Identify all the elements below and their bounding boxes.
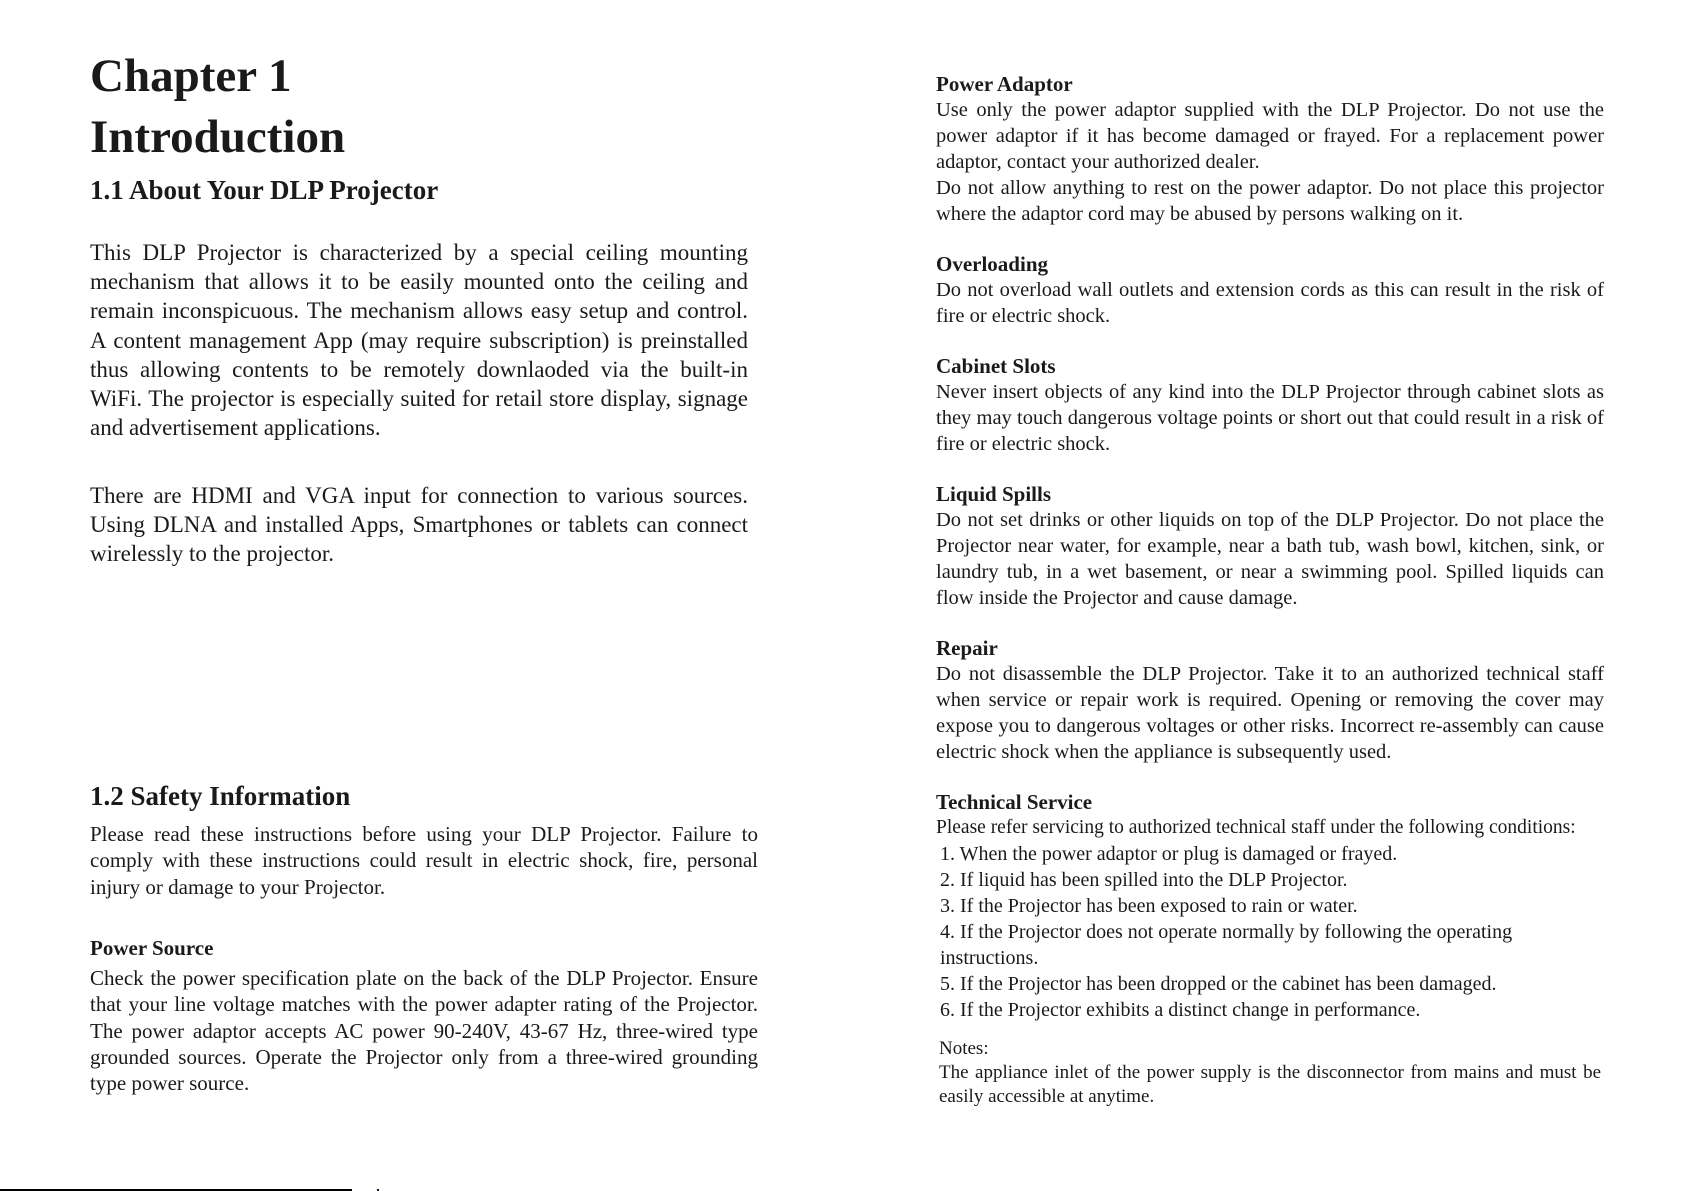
safety-intro: Please read these instructions before using your DLP Projector. Failure to comply with these instructions could result in electric shock, fire, personal injury or damage to your Projector. [90, 822, 758, 899]
power-source-text: Check the power specification plate on the back of the DLP Projector. Ensure that your line voltage matches with the power adapter rating of the Projector. The power adaptor accepts AC power 90-240V, 43-67 Hz, three-wired type grounded sources. Operate the Projector only from a three-wired grounding type power source. [90, 966, 758, 1096]
intro-paragraph-1: This DLP Projector is characterized by a special ceiling mounting mechanism that allows it to be easily mounted onto the ceiling and remain inconspicuous. The mechanism allows easy setup and control. A content management App (may require subscription) is preinstalled thus allowing contents to be remotely downlaoded via the built-in WiFi. The projector is especially suited for retail store display, signage and advertisement applications. [90, 240, 748, 441]
intro-paragraph-2: There are HDMI and VGA input for connection to various sources. Using DLNA and installed Apps, Smartphones or tablets can connect wirelessly to the projector. [90, 483, 748, 567]
chapter-title: Introduction [90, 111, 346, 163]
overloading-heading: Overloading [936, 252, 1049, 276]
liquid-spills-text: Do not set drinks or other liquids on top of the DLP Projector. Do not place the Projector near water, for example, near a bath tub, wash bowl, kitchen, sink, or laundry tub, in a wet basement, or near a swimming pool. Spilled liquids can flow inside the Projector and cause damage. [936, 509, 1604, 609]
section-1-2-heading: 1.2 Safety Information [90, 781, 351, 811]
list-item: 1. When the power adaptor or plug is damaged or frayed. [940, 843, 1398, 865]
list-item: 2. If liquid has been spilled into the DLP Projector. [940, 869, 1348, 891]
overloading-text: Do not overload wall outlets and extension cords as this can result in the risk of fire or electric shock. [936, 279, 1604, 327]
power-source-heading: Power Source [90, 936, 214, 960]
technical-service-text: Please refer servicing to authorized technical staff under the following conditions: [936, 817, 1576, 838]
technical-service-heading: Technical Service [936, 790, 1093, 814]
section-1-1-heading: 1.1 About Your DLP Projector [90, 175, 439, 205]
left-column [90, 46, 760, 167]
power-adaptor-heading: Power Adaptor [936, 72, 1073, 96]
list-item: 6. If the Projector exhibits a distinct change in performance. [940, 999, 1421, 1021]
technical-service-list [936, 841, 1604, 1023]
list-item: 4. If the Projector does not operate normally by following the operating instructions. [940, 921, 1513, 969]
list-item: 3. If the Projector has been exposed to rain or water. [940, 895, 1358, 917]
repair-text: Do not disassemble the DLP Projector. Take it to an authorized technical staff when service or repair work is required. Opening or removing the cover may expose you to dangerous voltages or other risks. Incorrect re-assembly can cause electric shock when the appliance is subsequently used. [936, 663, 1604, 763]
power-adaptor-text-2: Do not allow anything to rest on the power adaptor. Do not place this projector where the adaptor cord may be abused by persons walking on it. [936, 177, 1604, 225]
cabinet-slots-heading: Cabinet Slots [936, 354, 1056, 378]
power-adaptor-text-1: Use only the power adaptor supplied with the DLP Projector. Do not use the power adaptor if it has become damaged or frayed. For a replacement power adaptor, contact your authorized dealer. [936, 99, 1604, 173]
chapter-number: Chapter 1 [90, 50, 292, 102]
right-column [936, 71, 1604, 1109]
repair-heading: Repair [936, 636, 998, 660]
cabinet-slots-text: Never insert objects of any kind into the DLP Projector through cabinet slots as they may touch dangerous voltage points or short out that could result in a risk of fire or electric shock. [936, 381, 1604, 455]
notes-heading: Notes: [939, 1038, 989, 1059]
liquid-spills-heading: Liquid Spills [936, 482, 1051, 506]
list-item: 5. If the Projector has been dropped or the cabinet has been damaged. [940, 973, 1497, 995]
notes-text: The appliance inlet of the power supply is the disconnector from mains and must be easily accessible at anytime. [939, 1062, 1601, 1107]
